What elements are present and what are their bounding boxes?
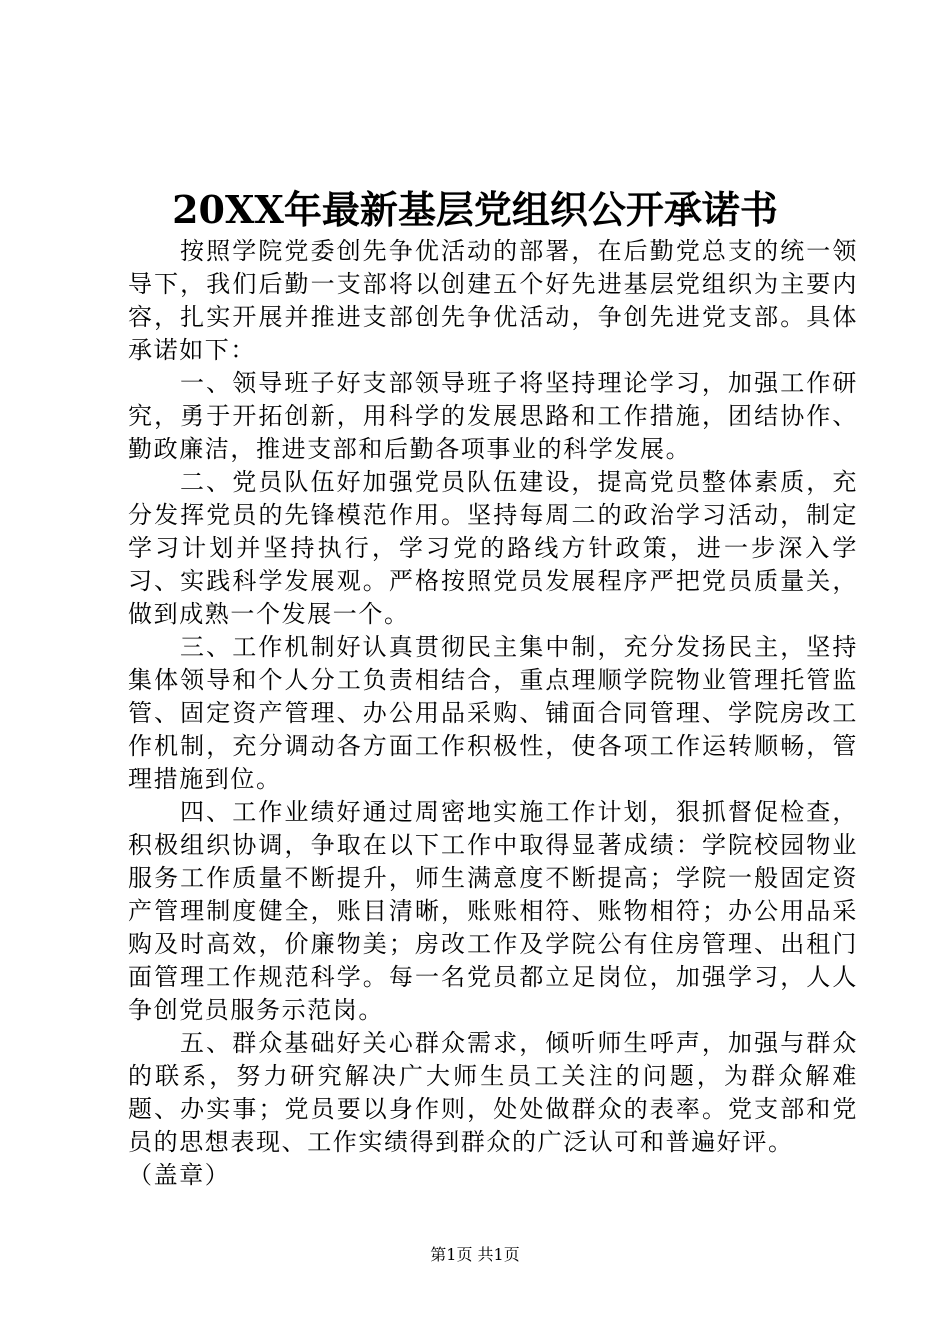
document-title: 20XX年最新基层党组织公开承诺书: [172, 187, 778, 232]
page-footer: 第1页 共1页: [430, 1245, 520, 1264]
seal-note: （盖章）: [128, 1161, 231, 1189]
paragraph-leadership: 一、领导班子好支部领导班子将坚持理论学习，加强工作研究，勇于开拓创新，用科学的发展思路和工作措施，团结协作、勤政廉洁，推进支部和后勤各项事业的科学发展。: [128, 369, 858, 463]
paragraph-intro: 按照学院党委创先争优活动的部署，在后勤党总支的统一领导下，我们后勤一支部将以创建五个好先进基层党组织为主要内容，扎实开展并推进支部创先争优活动，争创先进党支部。具体承诺如下：: [128, 237, 858, 364]
document-body: [128, 235, 858, 1192]
paragraph-mass-foundation: 五、群众基础好关心群众需求，倾听师生呼声，加强与群众的联系，努力研究解决广大师生员工关注的问题，为群众解难题、办实事；党员要以身作则，处处做群众的表率。党支部和党员的思想表现、工作实绩得到群众的广泛认可和普遍好评。: [128, 1029, 858, 1156]
paragraph-party-members: 二、党员队伍好加强党员队伍建设，提高党员整体素质，充分发挥党员的先锋模范作用。坚持每周二的政治学习活动，制定学习计划并坚持执行，学习党的路线方针政策，进一步深入学习、实践科学发展观。严格按照党员发展程序严把党员质量关，做到成熟一个发展一个。: [128, 468, 858, 628]
paragraph-work-mechanism: 三、工作机制好认真贯彻民主集中制，充分发扬民主，坚持集体领导和个人分工负责相结合，重点理顺学院物业管理托管监管、固定资产管理、办公用品采购、铺面合同管理、学院房改工作机制，充分调动各方面工作积极性，使各项工作运转顺畅，管理措施到位。: [128, 633, 858, 793]
paragraph-work-performance: 四、工作业绩好通过周密地实施工作计划，狠抓督促检查，积极组织协调，争取在以下工作中取得显著成绩：学院校园物业服务工作质量不断提升，师生满意度不断提高；学院一般固定资产管理制度健全，账目清晰，账账相符、账物相符；办公用品采购及时高效，价廉物美；房改工作及学院公有住房管理、出租门面管理工作规范科学。每一名党员都立足岗位，加强学习，人人争创党员服务示范岗。: [128, 798, 858, 1024]
